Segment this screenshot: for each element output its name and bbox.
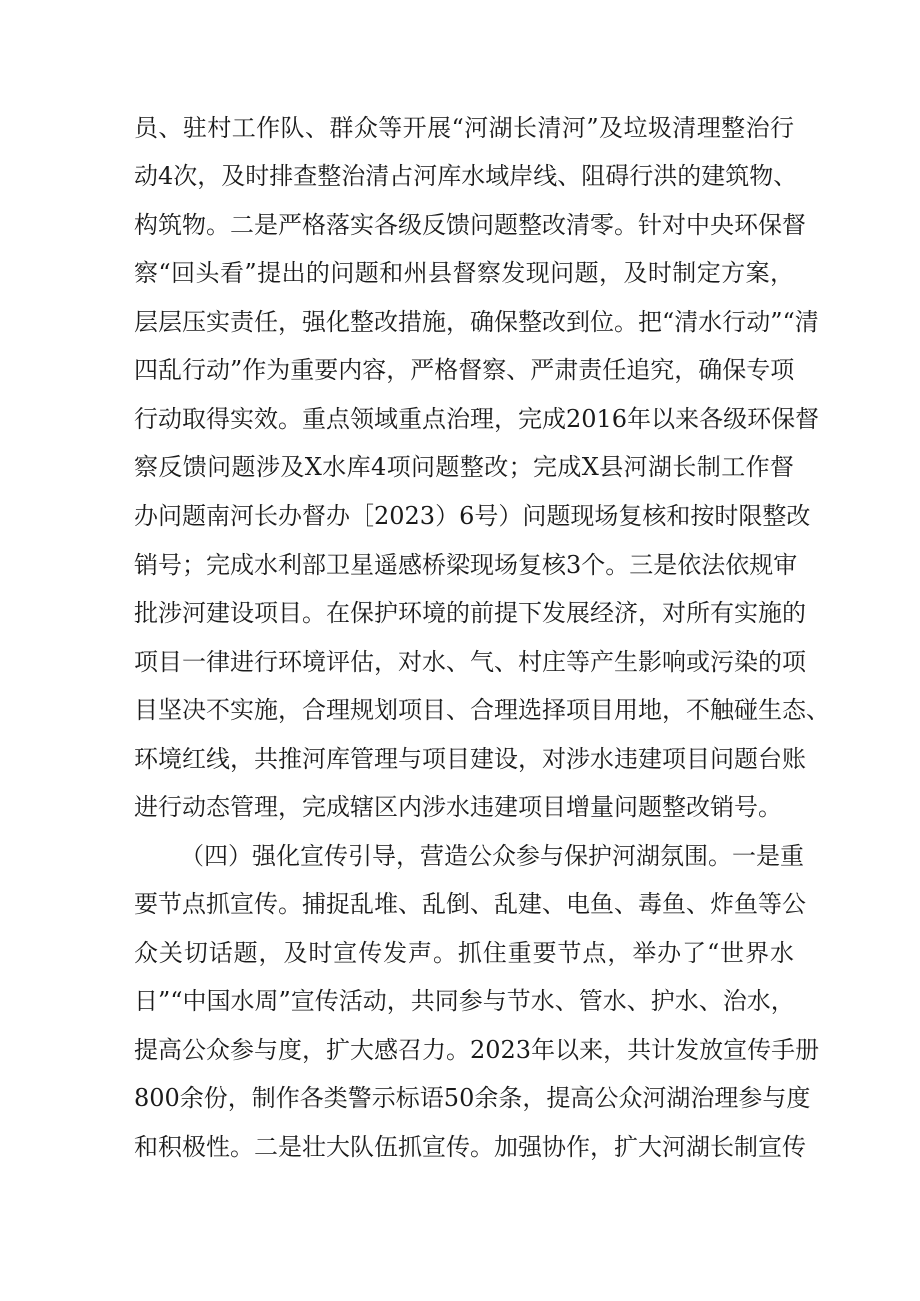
paragraph-line: 要节点抓宣传。捕捉乱堆、乱倒、乱建、电鱼、毒鱼、炸鱼等公 [134, 890, 806, 918]
paragraph-line: 员、驻村工作队、群众等开展“河湖长清河”及垃圾清理整治行 [134, 114, 794, 142]
paragraph-line: 批涉河建设项目。在保护环境的前提下发展经济，对所有实施的 [134, 599, 806, 627]
paragraph-line: 察反馈问题涉及X水库4项问题整改；完成X县河湖长制工作督 [134, 453, 794, 481]
paragraph-line: 销号；完成水利部卫星遥感桥梁现场复核3个。三是依法依规审 [134, 551, 798, 579]
section-heading-line: （四）强化宣传引导，营造公众参与保护河湖氛围。一是重 [180, 842, 804, 870]
paragraph-line: 日”“中国水周”宣传活动，共同参与节水、管水、护水、治水， [134, 987, 795, 1015]
paragraph-line: 提高公众参与度，扩大感召力。2023年以来，共计发放宣传手册 [134, 1036, 820, 1064]
paragraph-line: 众关切话题，及时宣传发声。抓住重要节点，举办了“世界水 [134, 939, 794, 967]
paragraph-line: 层层压实责任，强化整改措施，确保整改到位。把“清水行动”“清 [134, 308, 819, 336]
paragraph-line: 动4次，及时排查整治清占河库水域岸线、阻碍行洪的建筑物、 [134, 162, 798, 190]
paragraph-line: 构筑物。二是严格落实各级反馈问题整改清零。针对中央环保督 [134, 211, 806, 239]
paragraph-line: 进行动态管理，完成辖区内涉水违建项目增量问题整改销号。 [134, 793, 782, 821]
paragraph-line: 行动取得实效。重点领域重点治理，完成2016年以来各级环保督 [134, 405, 820, 433]
paragraph-line: 目坚决不实施，合理规划项目、合理选择项目用地，不触碰生态、 [134, 696, 830, 724]
paragraph-line: 环境红线，共推河库管理与项目建设，对涉水违建项目问题台账 [134, 745, 806, 773]
paragraph-line: 800余份，制作各类警示标语50余条，提高公众河湖治理参与度 [134, 1084, 811, 1112]
paragraph-line: 项目一律进行环境评估，对水、气、村庄等产生影响或污染的项 [134, 648, 806, 676]
paragraph-line: 四乱行动”作为重要内容，严格督察、严肃责任追究，确保专项 [134, 356, 795, 384]
paragraph-line: 和积极性。二是壮大队伍抓宣传。加强协作，扩大河湖长制宣传 [134, 1133, 806, 1161]
paragraph-line: 办问题南河长办督办［2023）6号）问题现场复核和按时限整改 [134, 502, 811, 530]
paragraph-line: 察“回头看”提出的问题和州县督察发现问题，及时制定方案， [134, 259, 794, 287]
